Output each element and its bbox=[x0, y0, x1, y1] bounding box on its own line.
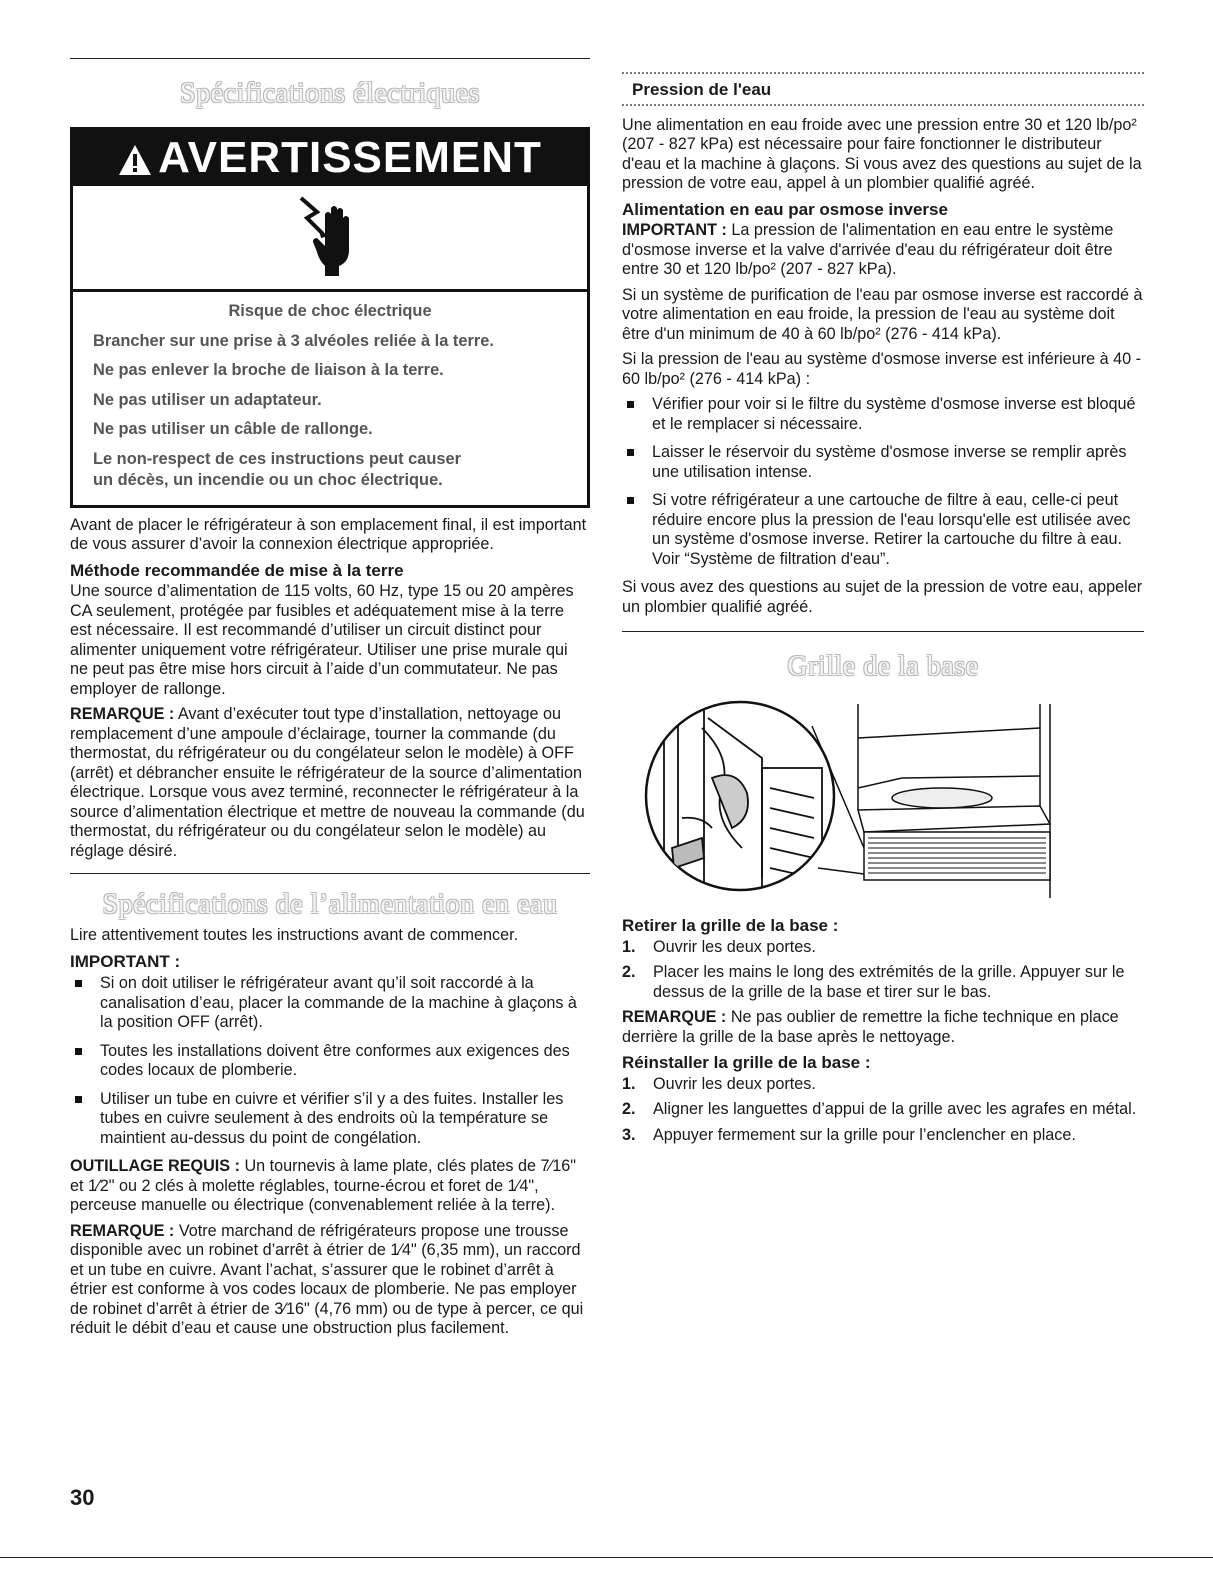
step-item: 1. Ouvrir les deux portes. bbox=[622, 937, 816, 956]
step-item: 2. Aligner les languettes d’appui de la grille avec les agrafes en métal. bbox=[622, 1100, 1137, 1118]
remark-label: REMARQUE : bbox=[70, 1221, 175, 1240]
important-text: La pression de l'alimentation en eau entre le système d'osmose inverse et la valve d'arrivée d'eau du réfrigérateur doit être entre 30 et 120 lb/po² (207 - 827 kPa). bbox=[622, 221, 1114, 278]
step-item: 2. Placer les mains le long des extrémités de la grille. Appuyer sur le dessus de la grille de la base et tirer sur le bas. bbox=[622, 963, 1125, 1001]
tools-label: OUTILLAGE REQUIS : bbox=[70, 1157, 240, 1175]
left-column bbox=[70, 58, 590, 1345]
remark-text: Ne pas oublier de remettre la fiche technique en place derrière la grille de la base après le nettoyage. bbox=[622, 1008, 1119, 1046]
warning-line: Ne pas utiliser un câble de rallonge. bbox=[93, 420, 373, 438]
section-rule bbox=[70, 58, 590, 59]
pressure-heading: Pression de l'eau bbox=[632, 80, 772, 99]
ro-list bbox=[622, 395, 1144, 569]
tools-required bbox=[70, 1157, 590, 1216]
ground-heading: Méthode recommandée de mise à la terre bbox=[70, 560, 404, 580]
dotted-rule bbox=[622, 104, 1144, 106]
ro-paragraph: Si vous avez des questions au sujet de la pression de votre eau, appeler un plombier qualifié agréé. bbox=[622, 578, 1143, 616]
pressure-text: Une alimentation en eau froide avec une pression entre 30 et 120 lb/po² (207 - 827 kPa) est nécessaire pour faire fonctionner le distributeur d'eau et la machine à glaçons. Si vous avez des questions au sujet de la pression de votre eau, appel à un plombier qualifié agréé. bbox=[622, 115, 1142, 192]
read-instructions: Lire attentivement toutes les instructions avant de commencer. bbox=[70, 926, 519, 944]
remark-text: Votre marchand de réfrigérateurs propose une trousse disponible avec un robinet d’arrêt à étrier de 1⁄4" (6,35 mm), un raccord et un tube en cuivre. Avant l’achat, s’assurer que le robinet d’arrêt à étrier est conforme à vos codes locaux de plomberie. Ne pas employer de robinet d’arrêt à étrier de 3⁄16" (4,76 mm) ou de type à percer, ce qui réduit le débit d’eau et cause une obstruction plus facilement. bbox=[70, 1221, 584, 1337]
warning-line: Ne pas utiliser un adaptateur. bbox=[93, 390, 322, 409]
list-item: Utiliser un tube en cuivre et vérifier s’il y a des fuites. Installer les tubes en cuivre seulement à des endroits où la température se maintient au-dessus du point de congélation. bbox=[70, 1090, 590, 1149]
reinstall-steps bbox=[622, 1075, 1144, 1146]
remark-label: REMARQUE : bbox=[622, 1008, 727, 1026]
page-number: 30 bbox=[70, 1485, 95, 1510]
right-column bbox=[622, 72, 1144, 1151]
remark-text: Avant d’exécuter tout type d’installation, nettoyage ou remplacement d’une ampoule d’éclairage, tourner la commande (du thermostat, du réfrigérateur ou du congélateur selon le modèle) à OFF (arrêt) et débrancher ensuite le réfrigérateur de la source d’alimentation électrique. Lorsque vous avez terminé, reconnecter le réfrigérateur à la source d’alimentation électrique et mettre de nouveau la commande (du thermostat, du réfrigérateur ou du congélateur selon le modèle) au réglage désiré. bbox=[70, 705, 585, 860]
ro-paragraph: Si la pression de l'eau au système d'osmose inverse est inférieure à 40 - 60 lb/po² (276 - 414 kPa) : bbox=[622, 350, 1142, 388]
list-item: Si on doit utiliser le réfrigérateur avant qu’il soit raccordé à la canalisation d’eau, placer la commande de la machine à glaçons à la position OFF (arrêt). bbox=[70, 974, 590, 1033]
warning-box bbox=[70, 127, 590, 508]
electrical-intro: Avant de placer le réfrigérateur à son emplacement final, il est important de vous assurer d’avoir la connexion électrique appropriée. bbox=[70, 515, 587, 553]
ro-heading: Alimentation en eau par osmose inverse bbox=[622, 199, 948, 219]
section-rule bbox=[622, 631, 1144, 632]
warning-line: Ne pas enlever la broche de liaison à la terre. bbox=[93, 361, 444, 379]
list-item: Laisser le réservoir du système d'osmose inverse se remplir après une utilisation intense. bbox=[622, 443, 1144, 482]
warning-header bbox=[73, 130, 587, 186]
warning-line: Risque de choc électrique bbox=[228, 302, 432, 320]
important-label: IMPORTANT : bbox=[622, 221, 727, 239]
warning-icon-area bbox=[73, 186, 587, 292]
section-title-water: Spécifications de l’alimentation en eau bbox=[102, 889, 558, 920]
remark-label: REMARQUE : bbox=[70, 705, 175, 723]
remark-base-grille bbox=[622, 1008, 1144, 1047]
remove-steps bbox=[622, 938, 1144, 1003]
remark-electrical bbox=[70, 705, 590, 861]
base-grille-illustration bbox=[642, 698, 1060, 904]
reinstall-heading: Réinstaller la grille de la base : bbox=[622, 1053, 871, 1072]
warning-line: un décès, un incendie ou un choc électrique. bbox=[93, 471, 443, 489]
tools-text: Un tournevis à lame plate, clés plates de 7⁄16" et 1⁄2" ou 2 clés à molette réglables, tourne-écrou et foret de 1⁄4", perceuse manuelle ou électrique (convenablement reliée à la terre). bbox=[70, 1157, 576, 1214]
electric-shock-hand-icon bbox=[295, 194, 365, 280]
dotted-rule bbox=[622, 72, 1144, 74]
warning-line: Brancher sur une prise à 3 alvéoles reliée à la terre. bbox=[93, 331, 494, 350]
section-rule bbox=[70, 873, 590, 874]
important-list bbox=[70, 974, 590, 1148]
section-title-electrical: Spécifications électriques bbox=[180, 78, 480, 109]
step-item: 3. Appuyer fermement sur la grille pour l’enclencher en place. bbox=[622, 1125, 1076, 1144]
ground-text: Une source d’alimentation de 115 volts, 60 Hz, type 15 ou 20 ampères CA seulement, protégée par fusibles et adéquatement mise à la terre est nécessaire. Il est recommandé d’utiliser un circuit distinct pour alimenter uniquement votre réfrigérateur. Utiliser une prise murale qui ne peut pas être mise hors circuit à l’aide d’un commutateur. Ne pas employer de rallonge. bbox=[70, 582, 574, 698]
warning-body bbox=[73, 292, 587, 505]
remark-kit bbox=[70, 1222, 590, 1339]
ro-paragraph: Si un système de purification de l'eau par osmose inverse est raccordé à votre alimentation en eau froide, la pression de l'eau au système doit être d'un minimum de 40 à 60 lb/po² (276 - 414 kPa). bbox=[622, 285, 1143, 343]
important-heading: IMPORTANT : bbox=[70, 951, 181, 971]
bottom-rule bbox=[0, 1557, 1213, 1558]
ro-important bbox=[622, 221, 1144, 280]
list-item: Vérifier pour voir si le filtre du système d'osmose inverse est bloqué et le remplacer si nécessaire. bbox=[622, 395, 1144, 434]
step-item: 1. Ouvrir les deux portes. bbox=[622, 1074, 816, 1093]
remove-heading: Retirer la grille de la base : bbox=[622, 916, 839, 935]
warning-header-text: AVERTISSEMENT bbox=[158, 133, 542, 182]
section-title-base-grille: Grille de la base bbox=[787, 651, 979, 682]
list-item: Si votre réfrigérateur a une cartouche de filtre à eau, celle-ci peut réduire encore plus la pression de l'eau lorsqu'elle est utilisée avec un système d'osmose inverse. Retirer la cartouche du filtre à eau. Voir “Système de filtration d'eau”. bbox=[622, 491, 1144, 569]
list-item: Toutes les installations doivent être conformes aux exigences des codes locaux de plomberie. bbox=[70, 1042, 590, 1081]
warning-line: Le non-respect de ces instructions peut causer bbox=[93, 449, 461, 468]
warning-triangle-icon bbox=[118, 134, 152, 190]
